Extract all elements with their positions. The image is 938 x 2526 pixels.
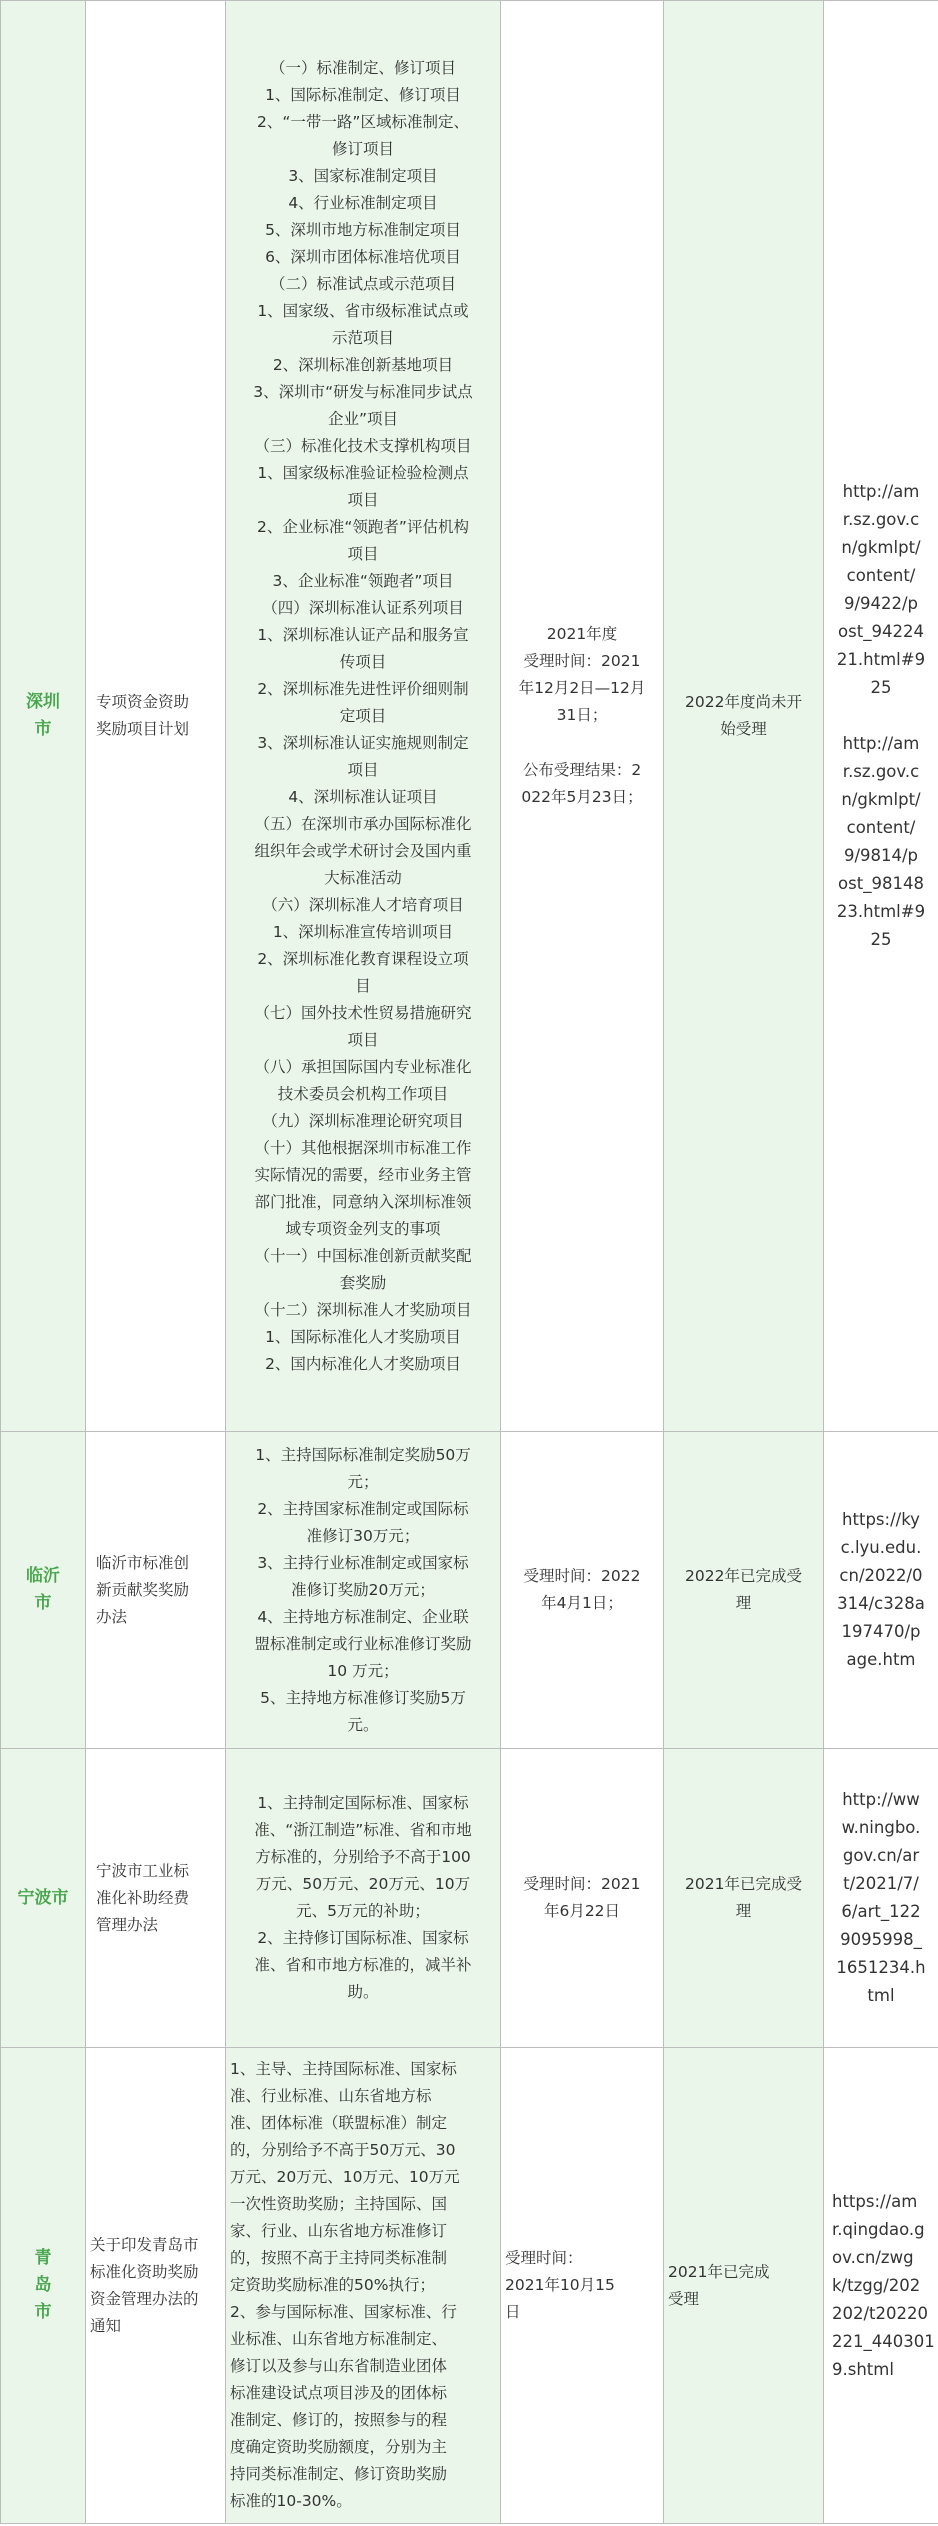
item-line: 的，按照不高于主持同类标准制 <box>230 2249 448 2267</box>
source-link-line[interactable]: 23.html#9 <box>836 902 926 921</box>
source-link-line[interactable]: http://am <box>842 734 920 753</box>
status-line: 受理 <box>668 2289 700 2308</box>
source-link-line[interactable]: t/2021/7/ <box>843 1874 919 1893</box>
acceptance-time-cell <box>501 1749 664 2048</box>
city-name-line: 市 <box>34 719 52 739</box>
item-line: 盟标准制定或行业标准修订奖励 <box>254 1634 472 1653</box>
item-line: 2、深圳标准先进性评价细则制 <box>257 679 469 698</box>
status-cell <box>664 1749 824 2048</box>
support-items-cell <box>226 2048 501 2524</box>
source-link-line[interactable]: 25 <box>870 678 892 697</box>
source-link-line[interactable]: tml <box>867 1986 895 2005</box>
project-name-line: 专项资金资助 <box>96 693 190 711</box>
city-name-line: 市 <box>34 1593 52 1613</box>
time-line: 年4月1日； <box>541 1594 623 1612</box>
item-line: 修订以及参与山东省制造业团体 <box>230 2357 448 2375</box>
item-line: 4、行业标准制定项目 <box>288 193 438 212</box>
item-line: 2、企业标准“领跑者”评估机构 <box>257 517 469 536</box>
item-line: 2、深圳标准创新基地项目 <box>272 355 454 374</box>
item-line: 准、行业标准、山东省地方标 <box>230 2087 432 2105</box>
item-line: 2、主持修订国际标准、国家标 <box>257 1929 469 1947</box>
source-link-line[interactable]: 314/c328a <box>837 1594 925 1613</box>
time-line: 2021年10月15 <box>505 2276 615 2294</box>
item-line: 标准的10-30%。 <box>230 2492 352 2510</box>
item-line: 大标准活动 <box>324 868 402 887</box>
item-line: 1、深圳标准宣传培训项目 <box>272 922 454 941</box>
time-line: 受理时间：2022 <box>523 1567 641 1585</box>
city-cell <box>1 1 86 1432</box>
line-gap <box>505 729 659 757</box>
item-line: （三）标准化技术支撑机构项目 <box>254 436 472 455</box>
item-line: 6、深圳市团体标准培优项目 <box>265 247 461 266</box>
source-link-line[interactable]: 9095998_ <box>840 1930 922 1949</box>
item-line: 1、主持制定国际标准、国家标 <box>257 1794 469 1812</box>
source-link-line[interactable]: content/ <box>846 566 916 585</box>
item-line: 2、主持国家标准制定或国际标 <box>257 1499 469 1518</box>
source-url-cell <box>824 1432 938 1749</box>
item-line: 万元、50万元、20万元、10万 <box>255 1875 471 1893</box>
acceptance-time-cell <box>501 1 664 1432</box>
support-items-cell <box>226 1749 501 2048</box>
item-line: 1、深圳标准认证产品和服务宣 <box>257 625 469 644</box>
source-link-line[interactable]: r.sz.gov.c <box>842 762 920 781</box>
source-link-line[interactable]: age.htm <box>846 1650 916 1669</box>
project-name-line: 新贡献奖奖励 <box>96 1580 190 1599</box>
source-url-cell <box>824 1749 938 2048</box>
table-row-linyi <box>1 1432 938 1749</box>
item-line: 3、企业标准“领跑者”项目 <box>272 571 454 590</box>
city-name-line: 市 <box>34 2302 52 2322</box>
status-cell <box>664 2048 824 2524</box>
item-line: 修订项目 <box>331 139 394 158</box>
item-line: 准、团体标准（联盟标准）制定 <box>230 2114 448 2132</box>
status-line: 理 <box>735 1902 752 1920</box>
project-name-line: 资金管理办法的 <box>90 2289 199 2308</box>
city-name-line: 岛 <box>34 2275 52 2295</box>
item-line: （五）在深圳市承办国际标准化 <box>254 814 472 833</box>
item-line: 3、主持行业标准制定或国家标 <box>257 1553 469 1572</box>
item-line: 万元、20万元、10万元、10万元 <box>230 2168 460 2186</box>
line-gap <box>832 702 930 730</box>
item-line: 实际情况的需要，经市业务主管 <box>254 1165 472 1184</box>
item-line: 元。 <box>347 1715 379 1734</box>
source-link-line[interactable]: ost_98148 <box>838 874 924 893</box>
item-line: 10 万元； <box>327 1661 399 1680</box>
time-line: 受理时间： <box>505 2249 583 2267</box>
status-line: 2021年已完成 <box>668 2262 770 2281</box>
item-line: 1、国家级、省市级标准试点或 <box>257 301 469 320</box>
item-line: 5、深圳市地方标准制定项目 <box>265 220 461 239</box>
source-link-line[interactable]: 25 <box>870 930 892 949</box>
source-link-line[interactable]: 6/art_122 <box>841 1902 921 1921</box>
item-line: 套奖励 <box>339 1273 387 1292</box>
item-line: 项目 <box>347 544 379 563</box>
city-name-line: 深圳 <box>26 692 60 712</box>
item-line: 部门批准，同意纳入深圳标准领 <box>254 1192 472 1211</box>
project-name-line: 办法 <box>96 1607 128 1626</box>
source-link-line[interactable]: r.sz.gov.c <box>842 510 920 529</box>
item-line: 家、行业、山东省地方标准修订 <box>230 2222 448 2240</box>
project-name-line: 标准化资助奖励 <box>90 2262 199 2281</box>
source-link-line[interactable]: https://am <box>832 2191 918 2211</box>
city-cell <box>1 1749 86 2048</box>
item-line: 元； <box>347 1472 379 1491</box>
status-line: 2021年已完成受 <box>685 1875 802 1893</box>
source-link-line[interactable]: k/tzgg/202 <box>832 2275 921 2295</box>
item-line: 定项目 <box>339 706 387 725</box>
item-line: 定资助奖励标准的50%执行； <box>230 2276 435 2294</box>
source-link-line[interactable]: c.lyu.edu. <box>840 1538 922 1557</box>
table-row-ningbo <box>1 1749 938 2048</box>
project-name-line: 管理办法 <box>96 1915 159 1934</box>
city-cell <box>1 1432 86 1749</box>
city-cell <box>1 2048 86 2524</box>
item-line: 准修订奖励20万元； <box>291 1580 435 1599</box>
item-line: 2、“一带一路”区域标准制定、 <box>257 112 469 131</box>
item-line: 一次性资助奖励；主持国际、国 <box>230 2195 448 2213</box>
project-name-cell <box>86 2048 226 2524</box>
item-line: 1、主持国际标准制定奖励50万 <box>255 1445 471 1464</box>
source-link-line[interactable]: 202/t20220 <box>832 2303 929 2323</box>
source-link-line[interactable]: http://ww <box>842 1790 920 1809</box>
support-items-cell <box>226 1 501 1432</box>
item-line: 项目 <box>347 490 379 509</box>
item-line: 方标准的，分别给予不高于100 <box>255 1848 471 1866</box>
status-cell <box>664 1432 824 1749</box>
project-name-line: 奖励项目计划 <box>96 720 190 738</box>
source-link-line[interactable]: ost_94224 <box>838 622 924 641</box>
item-line: 示范项目 <box>331 328 394 347</box>
acceptance-time-cell <box>501 1432 664 1749</box>
project-name-line: 准化补助经费 <box>96 1888 190 1907</box>
project-name-line: 关于印发青岛市 <box>90 2235 199 2254</box>
time-line: 日 <box>505 2303 521 2321</box>
item-line: 2、深圳标准化教育课程设立项 <box>257 949 469 968</box>
item-line: 4、主持地方标准制定、企业联 <box>257 1607 469 1626</box>
source-link-line[interactable]: n/gkmlpt/ <box>841 538 921 557</box>
source-link-line[interactable]: 221_440301 <box>832 2331 935 2351</box>
source-url-cell <box>824 1 938 1432</box>
acceptance-time-cell <box>501 2048 664 2524</box>
item-line: 企业”项目 <box>327 409 399 428</box>
item-line: （七）国外技术性贸易措施研究 <box>254 1003 472 1022</box>
item-line: 的，分别给予不高于50万元、30 <box>230 2141 456 2159</box>
source-link-line[interactable]: ov.cn/zwg <box>832 2247 914 2267</box>
city-name-line: 临沂 <box>26 1566 60 1586</box>
source-link-line[interactable]: https://ky <box>842 1510 920 1529</box>
item-line: 持同类标准制定、修订资助奖励 <box>230 2465 448 2483</box>
item-line: 组织年会或学术研讨会及国内重 <box>254 841 472 860</box>
item-line: 元、5万元的补助； <box>296 1902 430 1920</box>
item-line: （二）标准试点或示范项目 <box>269 274 456 293</box>
item-line: 准、“浙江制造”标准、省和市地 <box>254 1821 472 1839</box>
item-line: 域专项资金列支的事项 <box>285 1219 441 1238</box>
item-line: 准、省和市地方标准的，减半补 <box>254 1956 472 1974</box>
project-name-line: 临沂市标准创 <box>96 1553 190 1572</box>
support-items-cell <box>226 1432 501 1749</box>
table-row-shenzhen <box>1 1 938 1432</box>
table-row-qingdao <box>1 2048 938 2524</box>
time-line: 年6月22日 <box>543 1902 621 1920</box>
item-line: （四）深圳标准认证系列项目 <box>262 598 464 617</box>
time-line: 年12月2日—12月 <box>518 679 646 697</box>
status-line: 始受理 <box>720 720 767 738</box>
time-line: 31日； <box>556 706 608 724</box>
item-line: 3、深圳市“研发与标准同步试点 <box>253 382 473 401</box>
item-line: 2、国内标准化人才奖励项目 <box>265 1354 461 1373</box>
source-link-line[interactable]: 197470/p <box>841 1622 921 1641</box>
source-link-line[interactable]: r.qingdao.g <box>832 2219 925 2239</box>
project-name-cell <box>86 1 226 1432</box>
source-link-line[interactable]: w.ningbo. <box>841 1818 921 1837</box>
source-link-line[interactable]: cn/2022/0 <box>839 1566 923 1585</box>
status-line: 2022年已完成受 <box>685 1567 802 1585</box>
item-line: 度确定资助奖励额度，分别为主 <box>230 2438 448 2456</box>
item-line: 1、国际标准化人才奖励项目 <box>265 1327 461 1346</box>
item-line: 5、主持地方标准修订奖励5万 <box>260 1688 466 1707</box>
time-line: 受理时间：2021 <box>523 652 641 670</box>
item-line: （十）其他根据深圳市标准工作 <box>254 1138 472 1157</box>
item-line: 1、国家级标准验证检验检测点 <box>257 463 469 482</box>
source-link-line[interactable]: 1651234.h <box>836 1958 926 1977</box>
item-line: 准制定、修订的，按照参与的程 <box>230 2411 448 2429</box>
item-line: 传项目 <box>339 652 387 671</box>
item-line: 业标准、山东省地方标准制定、 <box>230 2330 448 2348</box>
source-link-line[interactable]: 9/9814/p <box>843 846 919 865</box>
source-link-line[interactable]: n/gkmlpt/ <box>841 790 921 809</box>
item-line: 3、深圳标准认证实施规则制定 <box>257 733 469 752</box>
time-line: 2021年度 <box>546 625 618 643</box>
item-line: 助。 <box>347 1983 379 2001</box>
item-line: 1、主导、主持国际标准、国家标 <box>230 2060 457 2078</box>
item-line: 项目 <box>347 1030 379 1049</box>
source-link-line[interactable]: 9.shtml <box>832 2359 894 2379</box>
result-time-line: 公布受理结果：2 <box>522 761 642 779</box>
project-name-cell <box>86 1749 226 2048</box>
result-time-line: 022年5月23日； <box>521 788 643 806</box>
item-line: （六）深圳标准人才培育项目 <box>262 895 464 914</box>
project-name-cell <box>86 1432 226 1749</box>
item-line: 目 <box>355 976 371 995</box>
item-line: 技术委员会机构工作项目 <box>277 1084 449 1103</box>
item-line: （十二）深圳标准人才奖励项目 <box>254 1300 472 1319</box>
item-line: （八）承担国际国内专业标准化 <box>254 1057 472 1076</box>
source-url-cell <box>824 2048 938 2524</box>
source-link-line[interactable]: 21.html#9 <box>836 650 926 669</box>
item-line: 4、深圳标准认证项目 <box>288 787 438 806</box>
item-line: 准修订30万元； <box>306 1526 420 1545</box>
source-link-line[interactable]: 9/9422/p <box>843 594 919 613</box>
source-link-line[interactable]: gov.cn/ar <box>842 1846 920 1865</box>
source-link-line[interactable]: http://am <box>842 482 920 501</box>
status-line: 理 <box>735 1594 752 1612</box>
item-line: 3、国家标准制定项目 <box>288 166 438 185</box>
item-line: 1、国际标准制定、修订项目 <box>265 85 461 104</box>
item-line: 项目 <box>347 760 379 779</box>
time-line: 受理时间：2021 <box>523 1875 641 1893</box>
item-line: 标准建设试点项目涉及的团体标 <box>230 2384 448 2402</box>
project-name-line: 通知 <box>90 2316 122 2335</box>
source-link-line[interactable]: content/ <box>846 818 916 837</box>
item-line: （一）标准制定、修订项目 <box>269 58 456 77</box>
status-cell <box>664 1 824 1432</box>
item-line: （十一）中国标准创新贡献奖配 <box>254 1246 472 1265</box>
item-line: （九）深圳标准理论研究项目 <box>262 1111 464 1130</box>
status-line: 2022年度尚未开 <box>685 693 802 711</box>
city-name-line: 宁波市 <box>17 1887 69 1908</box>
item-line: 2、参与国际标准、国家标准、行 <box>230 2303 457 2321</box>
city-name-line: 青 <box>34 2248 52 2268</box>
project-name-line: 宁波市工业标 <box>96 1861 190 1880</box>
